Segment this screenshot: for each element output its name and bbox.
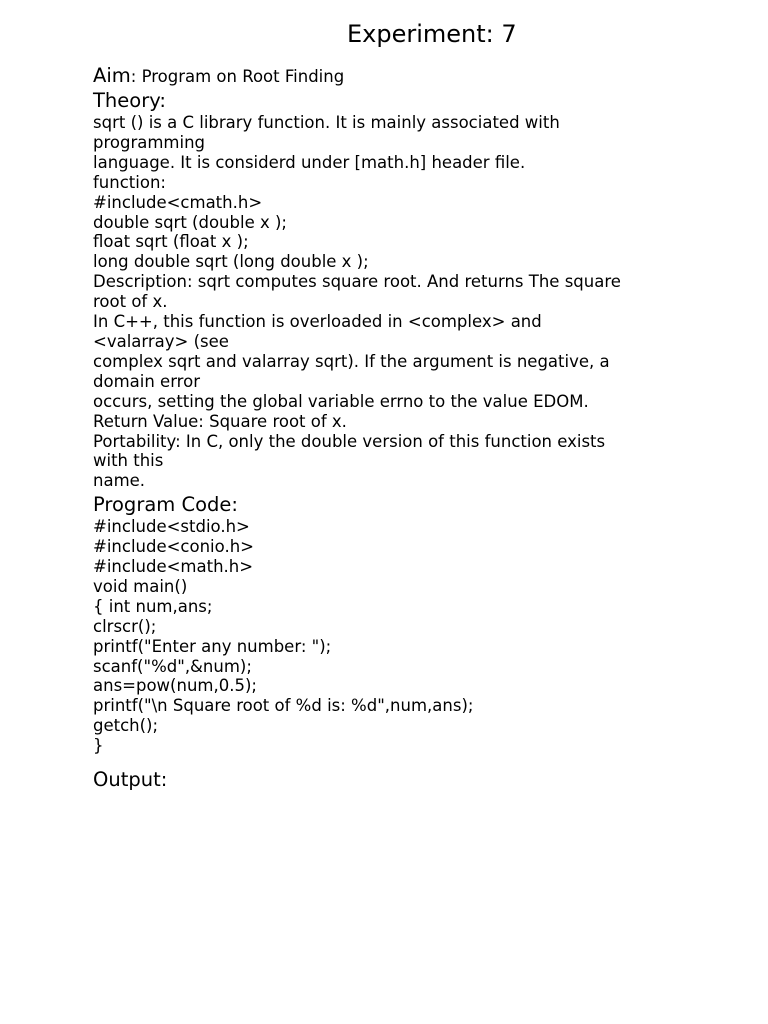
theory-line: name.	[93, 471, 146, 491]
theory-line: double sqrt (double x );	[93, 212, 287, 232]
page-title: Experiment: 7	[347, 20, 517, 48]
theory-section	[93, 113, 693, 491]
output-heading: Output:	[93, 768, 168, 792]
theory-line: long double sqrt (long double x );	[93, 252, 369, 272]
theory-line: #include<cmath.h>	[93, 192, 263, 212]
theory-heading: Theory:	[93, 89, 166, 112]
code-line: printf("Enter any number: ");	[93, 636, 332, 656]
theory-line: Return Value: Square root of x.	[93, 411, 347, 431]
code-line: ans=pow(num,0.5);	[93, 676, 257, 696]
theory-line: domain error	[93, 371, 200, 391]
code-line: getch();	[93, 716, 159, 736]
code-line: #include<math.h>	[93, 557, 254, 577]
theory-line: root of x.	[93, 292, 168, 312]
code-line: printf("\n Square root of %d is: %d",num,ans);	[93, 696, 474, 716]
code-line: void main()	[93, 576, 188, 596]
document-body	[93, 64, 693, 792]
theory-line: programming	[93, 132, 206, 152]
code-line: scanf("%d",&num);	[93, 656, 252, 676]
theory-line: In C++, this function is overloaded in <complex> and	[93, 312, 542, 332]
theory-line: sqrt () is a C library function. It is mainly associated with	[93, 113, 560, 132]
theory-line: float sqrt (float x );	[93, 232, 249, 252]
theory-line: complex sqrt and valarray sqrt). If the argument is negative, a	[93, 351, 610, 371]
theory-line: Portability: In C, only the double version of this function exists	[93, 431, 606, 451]
code-line: clrscr();	[93, 616, 157, 636]
code-line: { int num,ans;	[93, 596, 213, 616]
code-line: }	[93, 736, 104, 756]
code-line: #include<conio.h>	[93, 537, 254, 557]
theory-line: language. It is considerd under [math.h] header file.	[93, 152, 526, 172]
program-code-block	[93, 517, 693, 756]
theory-line: occurs, setting the global variable errno to the value EDOM.	[93, 391, 589, 411]
program-code-heading: Program Code:	[93, 493, 238, 517]
code-line: #include<stdio.h>	[93, 517, 250, 537]
theory-line: function:	[93, 172, 166, 192]
aim-label: Aim	[93, 64, 131, 87]
aim-line	[93, 64, 693, 89]
aim-text: : Program on Root Finding	[130, 67, 345, 86]
theory-line: <valarray> (see	[93, 331, 229, 351]
theory-line: Description: sqrt computes square root. And returns The square	[93, 272, 621, 292]
theory-line: with this	[93, 451, 164, 471]
